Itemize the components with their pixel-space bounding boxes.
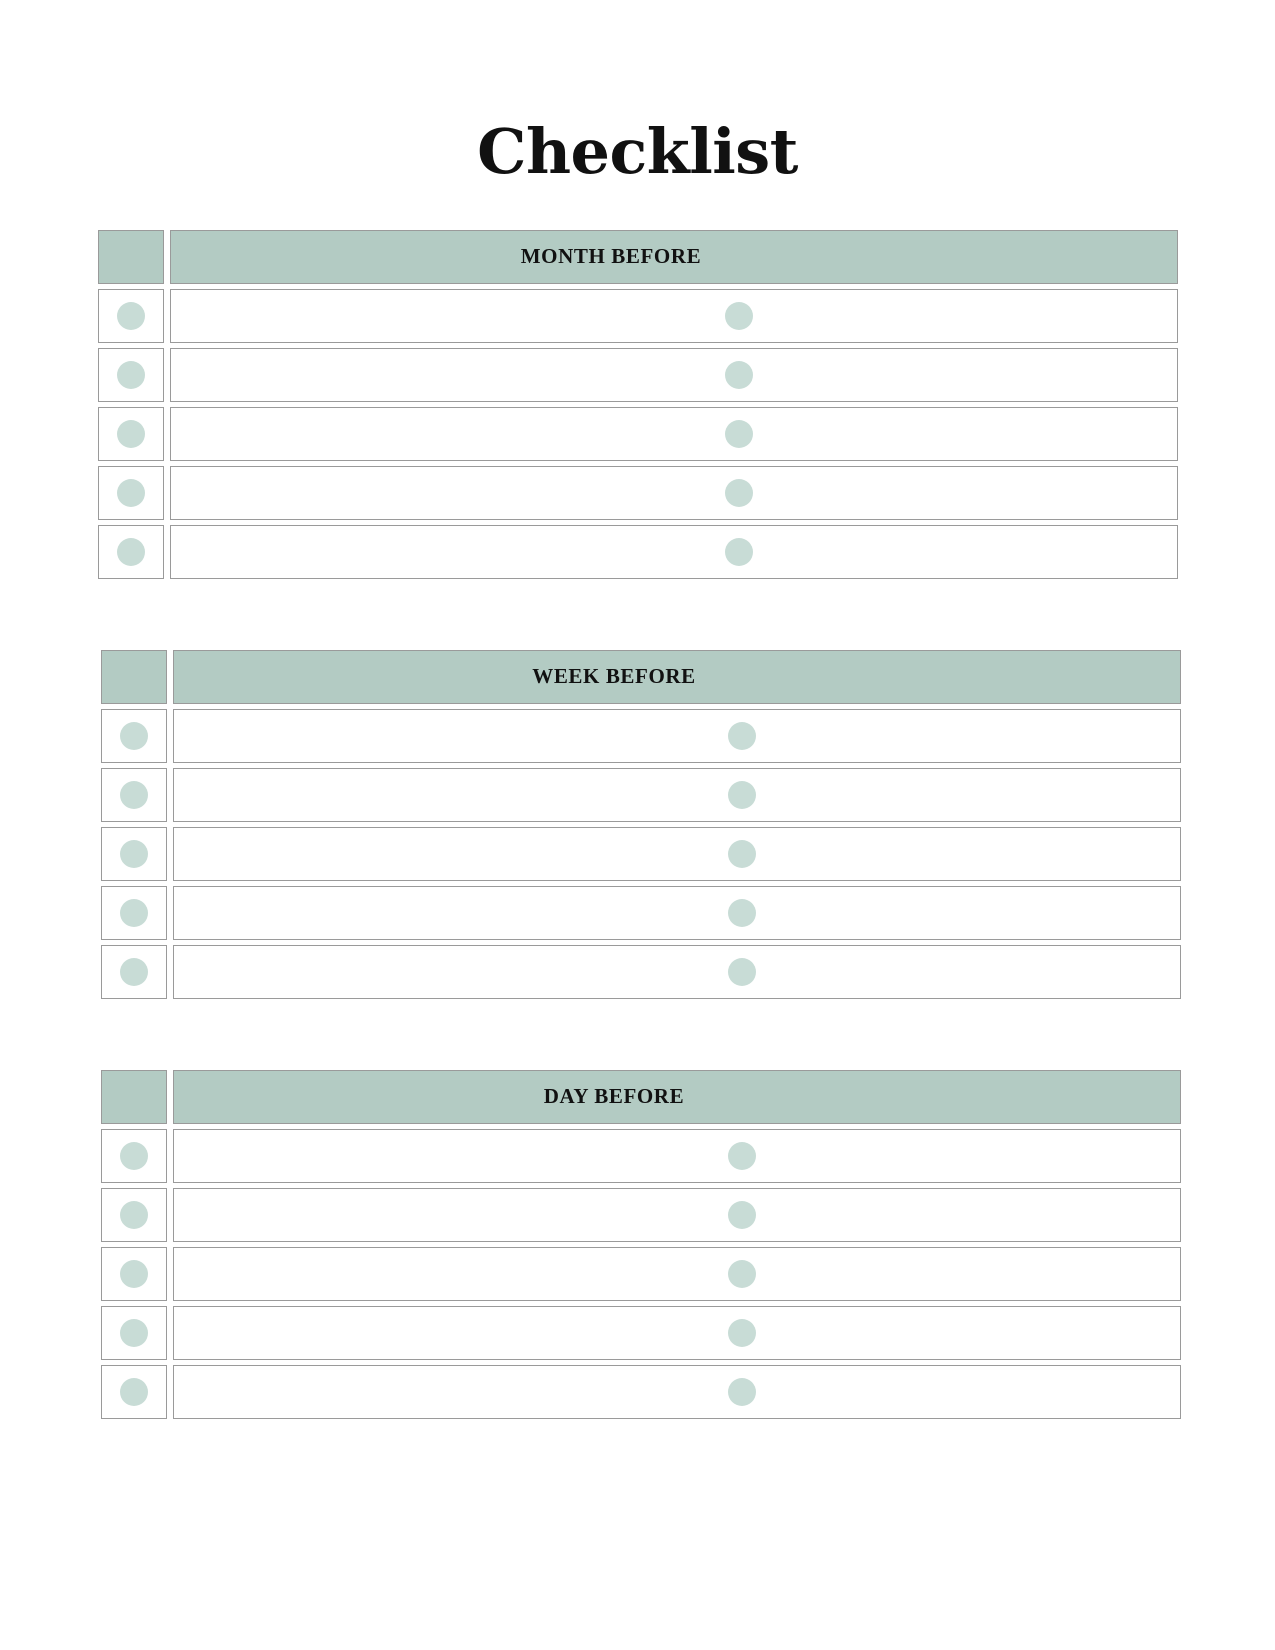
task-cell[interactable] [173,1247,1181,1301]
checklist-row [101,1247,1181,1301]
section-header [98,230,1178,284]
bullet-dot-icon [728,1142,756,1170]
checkbox-dot-icon[interactable] [117,361,145,389]
section-header [101,650,1181,704]
task-cell[interactable] [173,945,1181,999]
section-heading: MONTH BEFORE [520,244,702,268]
task-cell[interactable] [173,1306,1181,1360]
task-cell[interactable] [173,886,1181,940]
check-cell[interactable] [101,1365,167,1419]
checkbox-dot-icon[interactable] [120,722,148,750]
section-day-before [101,1070,1181,1424]
checkbox-dot-icon[interactable] [117,420,145,448]
checkbox-dot-icon[interactable] [120,1260,148,1288]
check-cell[interactable] [98,525,164,579]
bullet-dot-icon [725,420,753,448]
bullet-dot-icon [728,1260,756,1288]
task-cell[interactable] [170,348,1178,402]
header-check-cell [101,650,167,704]
check-cell[interactable] [101,1188,167,1242]
checklist-row [98,289,1178,343]
bullet-dot-icon [725,361,753,389]
task-cell[interactable] [173,1365,1181,1419]
bullet-dot-icon [728,958,756,986]
bullet-dot-icon [728,1201,756,1229]
checklist-row [101,709,1181,763]
checklist-row [101,945,1181,999]
bullet-dot-icon [728,722,756,750]
task-cell[interactable] [170,407,1178,461]
check-cell[interactable] [101,886,167,940]
section-month-before [98,230,1178,584]
checklist-row [98,348,1178,402]
bullet-dot-icon [725,479,753,507]
header-check-cell [101,1070,167,1124]
checklist-row [98,407,1178,461]
section-header [101,1070,1181,1124]
checklist-row [101,768,1181,822]
checklist-row [101,886,1181,940]
task-cell[interactable] [173,768,1181,822]
page-title: Checklist [477,115,798,188]
bullet-dot-icon [728,1319,756,1347]
task-cell[interactable] [173,827,1181,881]
task-cell[interactable] [170,289,1178,343]
checkbox-dot-icon[interactable] [120,781,148,809]
bullet-dot-icon [725,302,753,330]
bullet-dot-icon [728,1378,756,1406]
section-heading: DAY BEFORE [543,1084,685,1108]
check-cell[interactable] [101,1247,167,1301]
bullet-dot-icon [725,538,753,566]
bullet-dot-icon [728,899,756,927]
check-cell[interactable] [101,945,167,999]
section-week-before [101,650,1181,1004]
header-check-cell [98,230,164,284]
bullet-dot-icon [728,781,756,809]
task-cell[interactable] [173,1129,1181,1183]
header-title-cell [173,650,1181,704]
checklist-row [101,1306,1181,1360]
check-cell[interactable] [101,768,167,822]
checkbox-dot-icon[interactable] [117,302,145,330]
checkbox-dot-icon[interactable] [120,1378,148,1406]
checkbox-dot-icon[interactable] [120,1201,148,1229]
task-cell[interactable] [170,525,1178,579]
task-cell[interactable] [173,709,1181,763]
check-cell[interactable] [101,827,167,881]
checklist-row [101,1129,1181,1183]
checkbox-dot-icon[interactable] [117,538,145,566]
checklist-row [98,466,1178,520]
checklist-row [98,525,1178,579]
check-cell[interactable] [98,289,164,343]
checkbox-dot-icon[interactable] [120,1319,148,1347]
checkbox-dot-icon[interactable] [120,958,148,986]
check-cell[interactable] [101,709,167,763]
task-cell[interactable] [170,466,1178,520]
checklist-row [101,827,1181,881]
checklist-row [101,1365,1181,1419]
bullet-dot-icon [728,840,756,868]
check-cell[interactable] [98,466,164,520]
check-cell[interactable] [98,348,164,402]
checklist-row [101,1188,1181,1242]
checkbox-dot-icon[interactable] [120,1142,148,1170]
checkbox-dot-icon[interactable] [117,479,145,507]
checkbox-dot-icon[interactable] [120,840,148,868]
check-cell[interactable] [101,1306,167,1360]
section-heading: WEEK BEFORE [532,664,696,688]
task-cell[interactable] [173,1188,1181,1242]
check-cell[interactable] [101,1129,167,1183]
checkbox-dot-icon[interactable] [120,899,148,927]
header-title-cell [170,230,1178,284]
check-cell[interactable] [98,407,164,461]
header-title-cell [173,1070,1181,1124]
